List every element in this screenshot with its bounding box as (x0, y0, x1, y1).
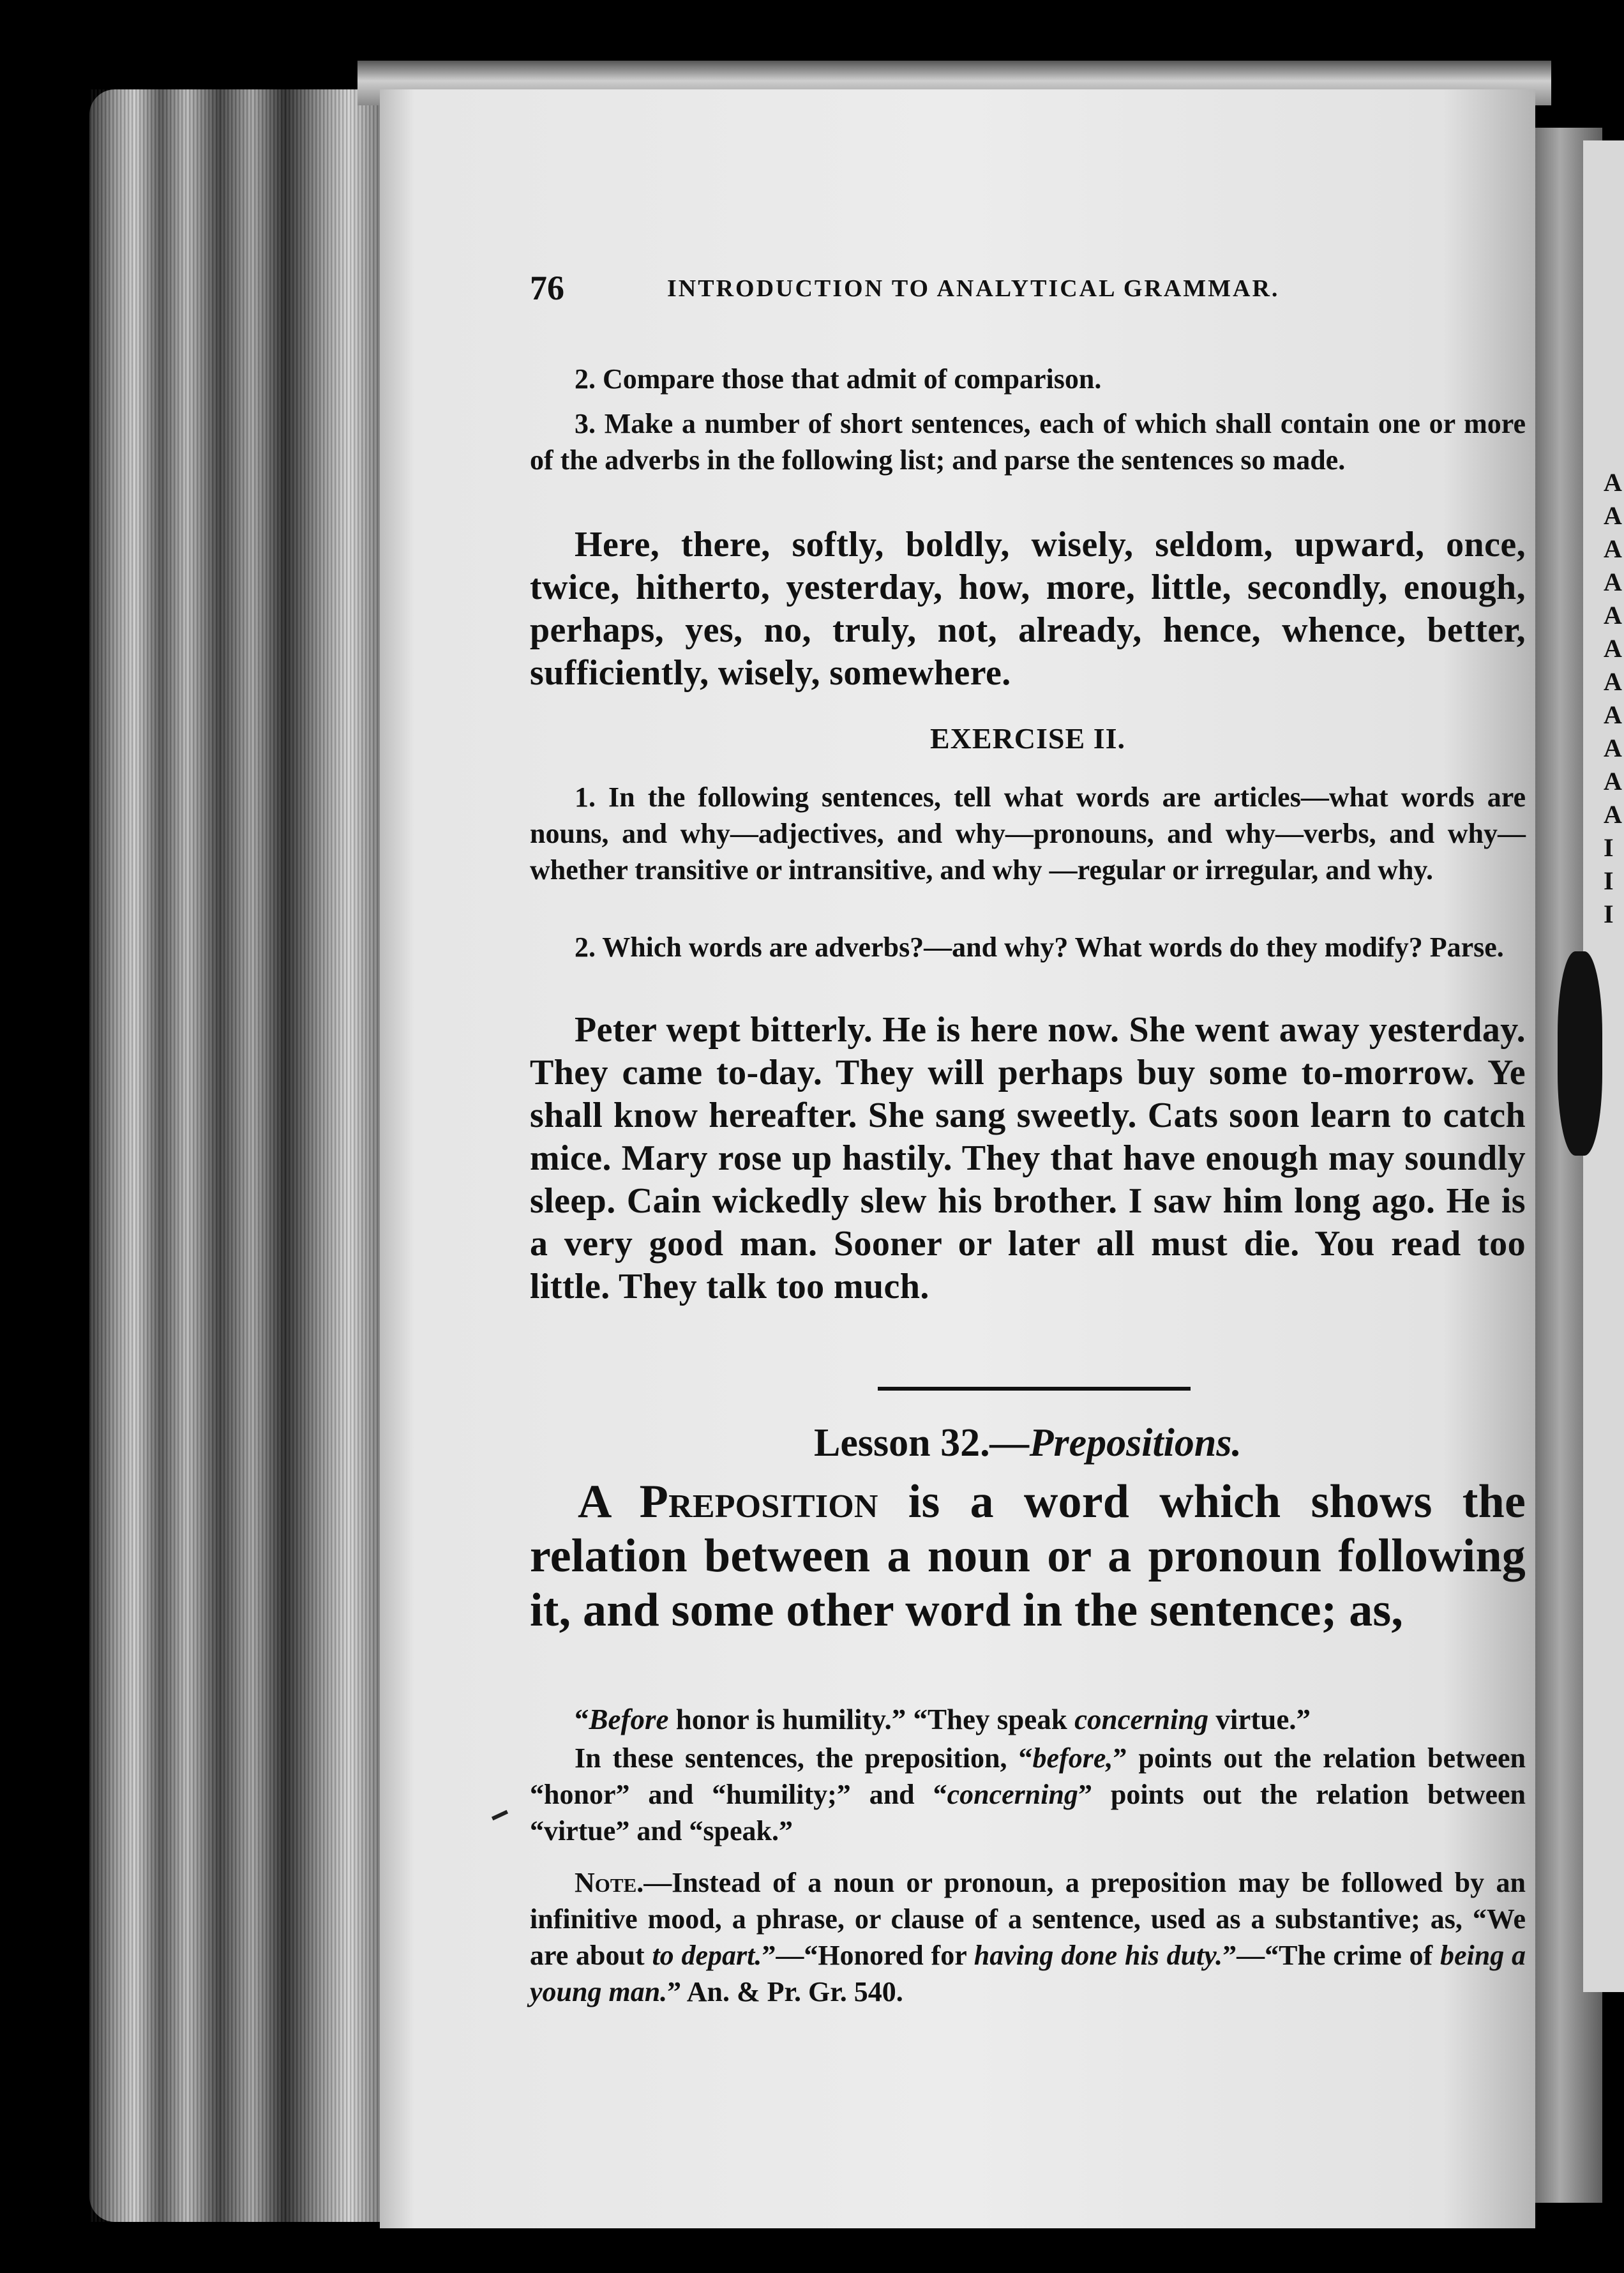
adverb-list: Here, there, softly, boldly, wisely, seldom, upward, once, twice, hitherto, yesterday, how, more, little, secondly, enough, perhaps, yes, no, truly, not, already, hence, whence, better, sufficiently, wisely, somewhere. (530, 525, 1526, 693)
facing-letter: A (1604, 534, 1622, 563)
preposition-examples: “Before honor is humility.” “They speak concerning virtue.” (575, 1703, 1311, 1735)
lesson-number: Lesson 32. (813, 1421, 990, 1465)
note-label: Note. (575, 1867, 644, 1898)
preposition-definition: A Preposition is a word which shows the relation between a noun or a pronoun following it, and some other word in the sentence; as, (530, 1476, 1526, 1636)
book-fore-edge (89, 89, 415, 2222)
facing-letter: A (1604, 634, 1622, 663)
defined-term: Preposition (639, 1476, 878, 1528)
lesson-heading (530, 1421, 1526, 1466)
page-number: 76 (530, 269, 564, 307)
section-divider (878, 1387, 1191, 1391)
exercise-item-sentences: 3. Make a number of short sentences, each of which shall contain one or more of the adverbs in the following list; and parse the sentences so made. (530, 408, 1526, 476)
exercise-heading: EXERCISE II. (930, 722, 1125, 755)
running-title: INTRODUCTION TO ANALYTICAL GRAMMAR. (667, 275, 1280, 302)
facing-letter: A (1604, 501, 1622, 530)
exercise-sentences: Peter wept bitterly. He is here now. She went away yesterday. They came to-day. They will perhaps buy some to-morrow. Ye shall know hereafter. She sang sweetly. Cats soon learn to catch mice. Mary rose up hastily. They that have enough may soundly sleep. Cain wickedly slew his brother. I saw him long ago. He is a very good man. Sooner or later all must die. You read too little. They talk too much. (530, 1010, 1526, 1306)
facing-letter: A (1604, 800, 1622, 829)
facing-letter: A (1604, 568, 1622, 596)
exercise-item-compare: 2. Compare those that admit of comparison. (575, 363, 1102, 395)
facing-letter: A (1604, 734, 1622, 762)
running-head (530, 268, 1424, 309)
preposition-explanation: In these sentences, the preposition, “before,” points out the relation between “honor” and “humility;” and “concerning” points out the relation between “virtue” and “speak.” (530, 1742, 1526, 1846)
exercise-instruction-2: 2. Which words are adverbs?—and why? What words do they modify? Parse. (575, 932, 1504, 963)
ink-blot (1558, 951, 1602, 1156)
lesson-topic: —Prepositions. (989, 1421, 1242, 1465)
facing-letter: A (1604, 667, 1622, 696)
facing-letter: A (1604, 601, 1622, 630)
facing-letter: A (1604, 700, 1622, 729)
facing-letter: I (1604, 900, 1614, 928)
facing-page-letters (1604, 466, 1624, 931)
facing-letter: A (1604, 767, 1622, 796)
facing-letter: A (1604, 468, 1622, 497)
facing-letter: I (1604, 866, 1614, 895)
exercise-instruction-1: 1. In the following sentences, tell what words are articles—what words are nouns, and why—adjectives, and why—pronouns, and why—verbs, and why—whether transitive or intransitive, and why —regular or irregular, and why. (530, 782, 1526, 886)
facing-letter: I (1604, 833, 1614, 862)
preposition-note: Note.—Instead of a noun or pronoun, a preposition may be followed by an infinitive mood, a phrase, or clause of a sentence, used as a substantive; as, “We are about to depart.”—“Honored for having done his duty.”—“The crime of being a young man.” An. & Pr. Gr. 540. (530, 1867, 1526, 2007)
